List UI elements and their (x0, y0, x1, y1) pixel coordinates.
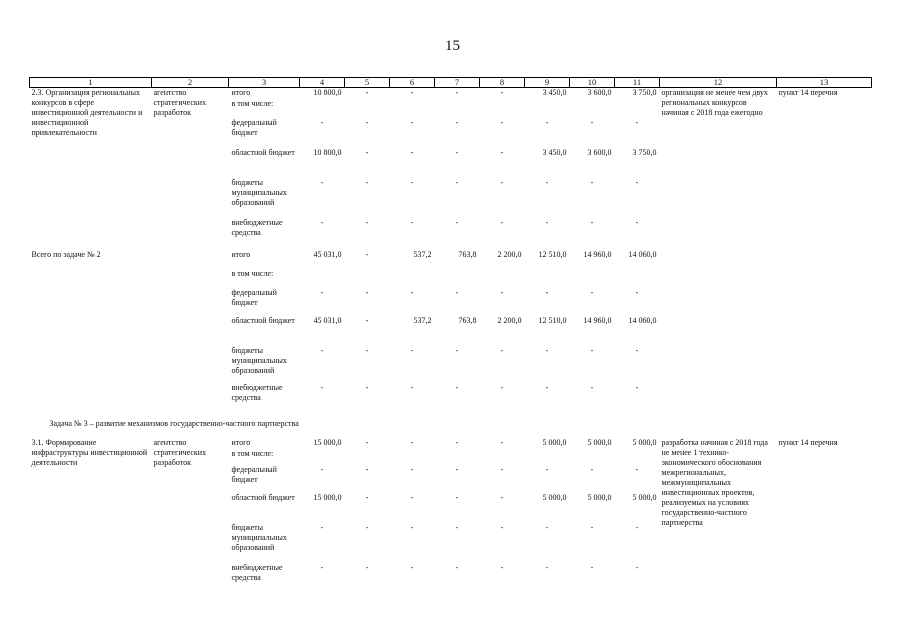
amount-cell: - (455, 88, 459, 97)
funding-source: в том числе: (231, 98, 274, 108)
amount-cell: - (365, 562, 369, 572)
expected-result: разработка начиная с 2018 года не менее 1 технико-экономического обоснования межрегиональных, межмуниципальных инвестиционных проектов, реализуемых на условиях государственно-частного партнерства (661, 437, 768, 527)
column-number-9: 9 (525, 78, 570, 88)
amount-cell: 2 200,0 (497, 315, 522, 325)
funding-row (30, 250, 872, 269)
amount-cell: - (545, 177, 549, 187)
amount-cell: - (365, 382, 369, 392)
amount-cell (615, 99, 660, 118)
amount-cell: 3 600,0 (587, 147, 612, 157)
funding-row (30, 438, 872, 449)
amount-cell: - (365, 287, 369, 297)
amount-cell: 45 031,0 (313, 315, 342, 325)
funding-source: итого (231, 249, 251, 259)
amount-cell: - (320, 382, 324, 392)
responsible-executor: агентство стратегических разработок (153, 88, 207, 117)
amount-cell (435, 99, 480, 118)
column-number-4: 4 (300, 78, 345, 88)
amount-cell (480, 99, 525, 118)
amount-cell: - (590, 522, 594, 532)
amount-cell (300, 269, 345, 288)
funding-source: внебюджетные средства (231, 562, 283, 582)
amount-cell: 5 000,0 (587, 437, 612, 447)
expected-result (660, 250, 777, 410)
amount-cell: - (500, 382, 504, 392)
funding-source: внебюджетные средства (231, 382, 283, 402)
amount-cell: 10 800,0 (313, 88, 342, 97)
amount-cell: - (455, 562, 459, 572)
amount-cell (570, 449, 615, 465)
amount-cell: - (500, 88, 504, 97)
task-heading-row (30, 410, 872, 438)
amount-cell: 3 750,0 (632, 88, 657, 97)
reference-link: пункт 14 перечня (778, 88, 838, 97)
page-number: 15 (445, 38, 460, 54)
amount-cell: - (455, 522, 459, 532)
column-number-3: 3 (229, 78, 300, 88)
amount-cell: - (365, 88, 369, 97)
amount-cell: - (410, 382, 414, 392)
amount-cell: - (590, 117, 594, 127)
amount-cell (615, 269, 660, 288)
column-number-5: 5 (345, 78, 390, 88)
amount-cell: - (455, 437, 459, 447)
amount-cell: - (590, 177, 594, 187)
amount-cell: - (320, 345, 324, 355)
amount-cell: - (410, 345, 414, 355)
amount-cell: - (545, 522, 549, 532)
amount-cell: - (365, 315, 369, 325)
funding-source: федеральный бюджет (231, 464, 277, 484)
amount-cell (345, 99, 390, 118)
task-heading: Задача № 3 – развитие механизмов государственно-частного партнерства (49, 418, 299, 428)
amount-cell: - (365, 177, 369, 187)
amount-cell: 5 000,0 (587, 492, 612, 502)
amount-cell: - (500, 464, 504, 474)
amount-cell: - (320, 217, 324, 227)
amount-cell: 3 450,0 (542, 147, 567, 157)
amount-cell: - (455, 382, 459, 392)
amount-cell: 14 960,0 (583, 249, 612, 259)
amount-cell: 3 750,0 (632, 147, 657, 157)
amount-cell: 3 450,0 (542, 88, 567, 97)
amount-cell: 10 800,0 (313, 147, 342, 157)
amount-cell: - (365, 147, 369, 157)
amount-cell: - (365, 522, 369, 532)
amount-cell: 5 000,0 (632, 437, 657, 447)
amount-cell: - (635, 522, 639, 532)
amount-cell: - (320, 117, 324, 127)
funding-source: областной бюджет (231, 147, 295, 157)
amount-cell: 5 000,0 (542, 437, 567, 447)
activity-name: Всего по задаче № 2 (31, 249, 101, 259)
amount-cell: - (410, 287, 414, 297)
amount-cell: - (500, 522, 504, 532)
amount-cell (390, 99, 435, 118)
column-number-1: 1 (30, 78, 152, 88)
amount-cell: - (410, 522, 414, 532)
amount-cell: - (365, 437, 369, 447)
activity-name: 2.3. Организация региональных конкурсов в сфере инвестиционной деятельности и инвестиционной привлекательности (31, 88, 143, 137)
amount-cell (570, 269, 615, 288)
amount-cell: 12 510,0 (538, 249, 567, 259)
column-number-11: 11 (615, 78, 660, 88)
amount-cell: - (500, 437, 504, 447)
column-number-10: 10 (570, 78, 615, 88)
amount-cell: - (455, 117, 459, 127)
amount-cell: - (500, 217, 504, 227)
amount-cell: - (500, 117, 504, 127)
amount-cell: 5 000,0 (632, 492, 657, 502)
amount-cell: - (635, 562, 639, 572)
amount-cell: - (545, 464, 549, 474)
amount-cell: - (410, 177, 414, 187)
program-table-sheet (29, 77, 871, 587)
amount-cell: - (590, 345, 594, 355)
amount-cell: - (410, 147, 414, 157)
amount-cell (525, 99, 570, 118)
amount-cell: - (500, 562, 504, 572)
amount-cell: - (410, 117, 414, 127)
amount-cell (570, 99, 615, 118)
amount-cell: - (635, 345, 639, 355)
amount-cell: - (500, 492, 504, 502)
amount-cell: - (500, 177, 504, 187)
amount-cell (390, 269, 435, 288)
amount-cell: - (545, 382, 549, 392)
amount-cell: 15 000,0 (313, 437, 342, 447)
amount-cell: - (590, 464, 594, 474)
amount-cell: - (455, 217, 459, 227)
amount-cell (435, 449, 480, 465)
reference-link (777, 250, 872, 410)
amount-cell: - (545, 562, 549, 572)
amount-cell: 14 060,0 (628, 315, 657, 325)
amount-cell: - (455, 492, 459, 502)
funding-source: внебюджетные средства (231, 217, 283, 237)
amount-cell: 45 031,0 (313, 249, 342, 259)
amount-cell: - (320, 287, 324, 297)
amount-cell: - (410, 217, 414, 227)
amount-cell: - (320, 522, 324, 532)
amount-cell: - (365, 217, 369, 227)
activity-name: 3.1. Формирование инфраструктуры инвестиционной деятельности (31, 437, 148, 467)
amount-cell: 763,8 (458, 249, 477, 259)
amount-cell: - (635, 117, 639, 127)
amount-cell (390, 449, 435, 465)
amount-cell (615, 449, 660, 465)
amount-cell: 3 600,0 (587, 88, 612, 97)
amount-cell: - (455, 464, 459, 474)
responsible-executor: агентство стратегических разработок (153, 437, 207, 467)
funding-source: федеральный бюджет (231, 287, 277, 307)
reference-link: пункт 14 перечня (778, 437, 838, 447)
funding-row (30, 88, 872, 99)
amount-cell (345, 269, 390, 288)
amount-cell: 14 060,0 (628, 249, 657, 259)
amount-cell: 12 510,0 (538, 315, 567, 325)
amount-cell: 15 000,0 (313, 492, 342, 502)
amount-cell (300, 449, 345, 465)
funding-source: в том числе: (231, 268, 274, 278)
amount-cell (345, 449, 390, 465)
amount-cell: 14 960,0 (583, 315, 612, 325)
amount-cell: 763,8 (458, 315, 477, 325)
amount-cell: - (545, 287, 549, 297)
program-table (29, 77, 872, 587)
amount-cell: - (365, 464, 369, 474)
amount-cell: 2 200,0 (497, 249, 522, 259)
amount-cell (480, 269, 525, 288)
amount-cell: - (500, 147, 504, 157)
amount-cell: - (590, 562, 594, 572)
amount-cell: - (635, 217, 639, 227)
column-number-12: 12 (660, 78, 777, 88)
column-number-header-row (30, 78, 872, 88)
amount-cell: - (635, 464, 639, 474)
column-number-7: 7 (435, 78, 480, 88)
amount-cell: - (410, 437, 414, 447)
funding-source: бюджеты муниципальных образований (231, 345, 287, 375)
amount-cell: - (590, 287, 594, 297)
amount-cell: - (365, 249, 369, 259)
funding-source: областной бюджет (231, 492, 295, 502)
amount-cell: - (410, 562, 414, 572)
amount-cell: - (545, 345, 549, 355)
amount-cell: - (365, 345, 369, 355)
funding-source: итого (231, 88, 251, 97)
expected-result: организация не менее чем двух региональных конкурсов начиная с 2018 года ежегодно (661, 88, 768, 117)
amount-cell: - (545, 117, 549, 127)
funding-source: областной бюджет (231, 315, 295, 325)
amount-cell: - (410, 492, 414, 502)
amount-cell: - (635, 287, 639, 297)
amount-cell: - (500, 287, 504, 297)
column-number-2: 2 (152, 78, 229, 88)
amount-cell (300, 99, 345, 118)
amount-cell: - (455, 287, 459, 297)
amount-cell: - (635, 382, 639, 392)
amount-cell: - (410, 88, 414, 97)
amount-cell (480, 449, 525, 465)
amount-cell: - (320, 464, 324, 474)
amount-cell: - (365, 117, 369, 127)
amount-cell: - (455, 147, 459, 157)
amount-cell: - (590, 382, 594, 392)
amount-cell: - (410, 464, 414, 474)
amount-cell: - (320, 177, 324, 187)
responsible-executor (152, 250, 229, 410)
table-body (30, 88, 872, 587)
amount-cell: - (545, 217, 549, 227)
column-number-6: 6 (390, 78, 435, 88)
funding-source: федеральный бюджет (231, 117, 277, 137)
amount-cell: 5 000,0 (542, 492, 567, 502)
column-number-8: 8 (480, 78, 525, 88)
funding-source: бюджеты муниципальных образований (231, 177, 287, 207)
amount-cell: 537,2 (413, 249, 432, 259)
amount-cell: 537,2 (413, 315, 432, 325)
funding-source: итого (231, 437, 251, 447)
amount-cell: - (365, 492, 369, 502)
amount-cell: - (635, 177, 639, 187)
amount-cell: - (455, 345, 459, 355)
amount-cell (525, 449, 570, 465)
amount-cell: - (500, 345, 504, 355)
amount-cell: - (455, 177, 459, 187)
column-number-13: 13 (777, 78, 872, 88)
amount-cell: - (320, 562, 324, 572)
funding-source: в том числе: (231, 448, 274, 458)
amount-cell: - (590, 217, 594, 227)
amount-cell (525, 269, 570, 288)
funding-source: бюджеты муниципальных образований (231, 522, 287, 552)
amount-cell (435, 269, 480, 288)
